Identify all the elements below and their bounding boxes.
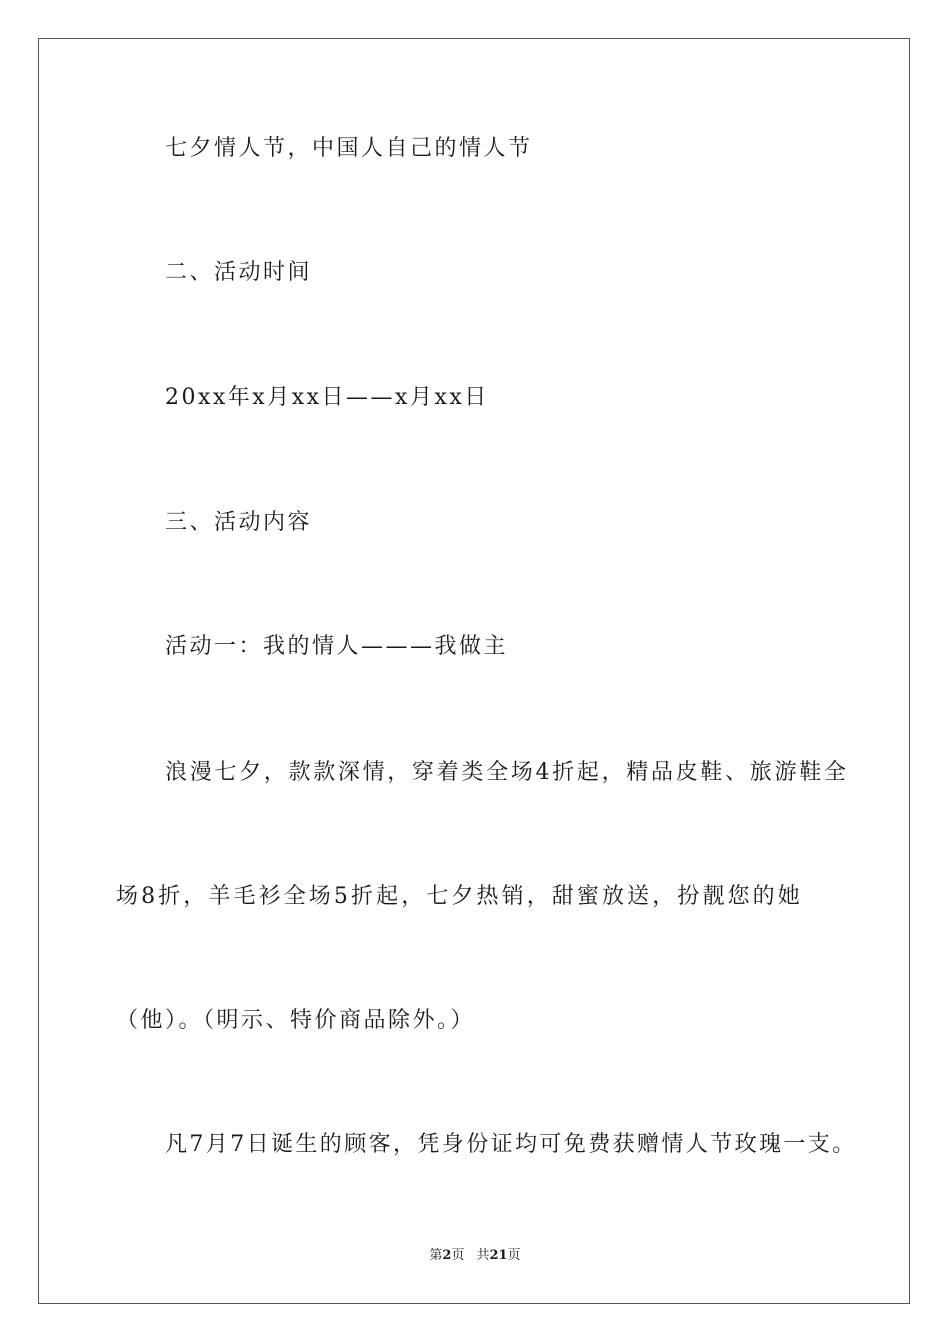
paragraph-line-9: 凡7月7日诞生的顾客，凭身份证均可免费获赠情人节玫瑰一支。 <box>165 1132 857 1157</box>
page-prefix: 第 <box>429 1248 443 1263</box>
total-prefix: 共 <box>476 1248 490 1263</box>
activity-date-range: 20xx年x月xx日——x月xx日 <box>165 385 489 410</box>
total-pages: 21 <box>489 1248 508 1263</box>
total-suffix: 页 <box>507 1248 521 1263</box>
page-footer <box>0 1248 950 1264</box>
paragraph-line-8: （他）。（明示、特价商品除外。） <box>116 1008 476 1033</box>
section-heading-activity-content: 三、活动内容 <box>165 510 313 535</box>
page-number: 2 <box>442 1248 452 1263</box>
paragraph-line-1: 七夕情人节，中国人自己的情人节 <box>165 136 533 161</box>
paragraph-line-6: 浪漫七夕，款款深情，穿着类全场4折起，精品皮鞋、旅游鞋全 <box>165 760 849 785</box>
section-heading-activity-time: 二、活动时间 <box>165 260 313 285</box>
page-border <box>38 38 910 1304</box>
paragraph-line-7: 场8折，羊毛衫全场5折起，七夕热销，甜蜜放送，扮靓您的她 <box>116 884 803 909</box>
page-suffix: 页 <box>451 1248 465 1263</box>
activity-one-title: 活动一：我的情人———我做主 <box>165 634 509 659</box>
